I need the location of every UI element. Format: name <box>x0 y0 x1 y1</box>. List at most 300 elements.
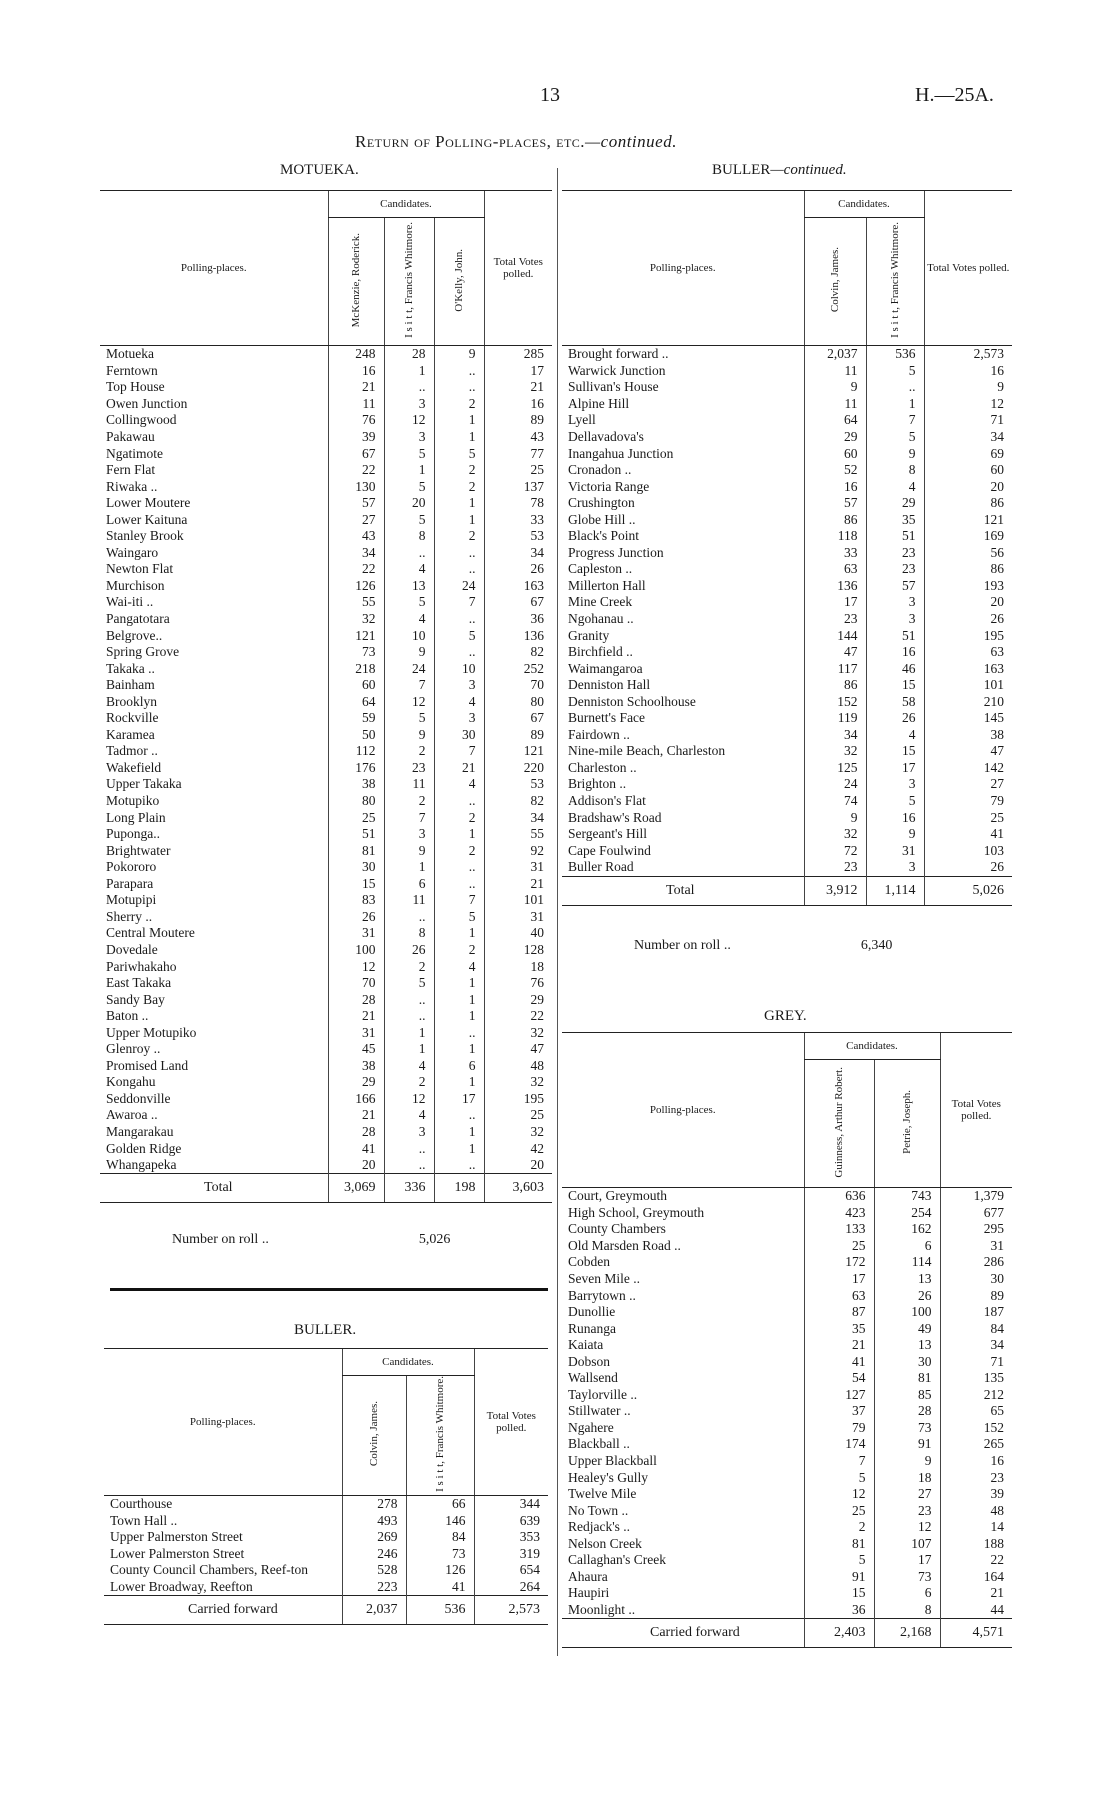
vote-cell: 265 <box>940 1436 1012 1453</box>
polling-place-name: Golden Ridge <box>106 1140 182 1156</box>
vote-cell: 353 <box>474 1529 548 1546</box>
table-row <box>562 412 1012 429</box>
vote-cell: 21 <box>328 379 384 396</box>
vote-cell: .. <box>434 611 484 628</box>
polling-place-name: Inangahua Junction <box>568 445 674 461</box>
vote-cell: 17 <box>874 1552 940 1569</box>
vote-cell: 43 <box>484 429 552 446</box>
vote-cell: .. <box>434 363 484 380</box>
candidates-header: Candidates. <box>328 191 484 218</box>
vote-cell: 46 <box>866 660 924 677</box>
vote-cell: 5 <box>384 445 434 462</box>
vote-cell: 38 <box>328 776 384 793</box>
vote-cell: 41 <box>924 826 1012 843</box>
table-row <box>562 445 1012 462</box>
table-row <box>100 545 552 562</box>
vote-cell: 51 <box>328 826 384 843</box>
total-votes-header: Total Votes polled. <box>940 1033 1012 1188</box>
vote-cell: 17 <box>804 1271 874 1288</box>
vote-cell: .. <box>434 876 484 893</box>
total-cell: 5,026 <box>924 876 1012 905</box>
table-row <box>100 1124 552 1141</box>
vote-cell: 22 <box>328 462 384 479</box>
vote-cell: 125 <box>804 760 866 777</box>
table-row <box>100 958 552 975</box>
vote-cell: 87 <box>804 1304 874 1321</box>
vote-cell: 20 <box>384 495 434 512</box>
table-row <box>562 545 1012 562</box>
vote-cell: 152 <box>804 693 866 710</box>
table-row <box>562 429 1012 446</box>
polling-place-name: Fairdown .. <box>568 726 630 742</box>
vote-cell: 63 <box>804 1287 874 1304</box>
vote-cell: 130 <box>328 478 384 495</box>
polling-place-name: Birchfield .. <box>568 644 633 660</box>
vote-cell: 136 <box>804 578 866 595</box>
polling-place-name: Sherry .. <box>106 908 153 924</box>
vote-cell: 23 <box>384 760 434 777</box>
vote-cell: 254 <box>874 1205 940 1222</box>
total-votes-header: Total Votes polled. <box>924 191 1012 346</box>
polling-place-name: Progress Junction <box>568 544 664 560</box>
table-row <box>562 727 1012 744</box>
candidate-header: Colvin, James. <box>368 1401 380 1467</box>
vote-cell: 252 <box>484 660 552 677</box>
vote-cell: .. <box>434 1157 484 1174</box>
polling-place-name: Waingaro <box>106 544 159 560</box>
polling-place-name: Moonlight .. <box>568 1601 636 1617</box>
vote-cell: 9 <box>874 1453 940 1470</box>
vote-cell: 20 <box>484 1157 552 1174</box>
roll-label: Number on roll .. <box>634 938 731 953</box>
polling-place-name: Dellavadova's <box>568 429 644 444</box>
candidate-header: Colvin, James. <box>829 247 841 313</box>
table-row <box>562 1403 1012 1420</box>
vote-cell: 9 <box>384 842 434 859</box>
vote-cell: 40 <box>484 925 552 942</box>
buller-continued-table <box>562 190 1012 906</box>
vote-cell: 55 <box>328 594 384 611</box>
polling-place-name: Wai-iti .. <box>106 594 154 610</box>
table-row <box>100 1058 552 1075</box>
vote-cell: 195 <box>924 627 1012 644</box>
table-row <box>100 793 552 810</box>
vote-cell: 73 <box>874 1569 940 1586</box>
vote-cell: 23 <box>940 1469 1012 1486</box>
vote-cell: 38 <box>924 727 1012 744</box>
vote-cell: 269 <box>342 1529 406 1546</box>
vote-cell: 152 <box>940 1420 1012 1437</box>
vote-cell: 2 <box>384 1074 434 1091</box>
vote-cell: 23 <box>804 859 866 876</box>
vote-cell: 22 <box>940 1552 1012 1569</box>
vote-cell: 3 <box>866 859 924 876</box>
vote-cell: 246 <box>342 1546 406 1563</box>
polling-place-name: Awaroa .. <box>106 1107 158 1123</box>
polling-place-name: Motueka <box>106 346 154 362</box>
polling-place-name: Dovedale <box>106 941 158 957</box>
vote-cell: 34 <box>328 545 384 562</box>
total-votes-header: Total Votes polled. <box>474 1349 548 1496</box>
vote-cell: 20 <box>924 478 1012 495</box>
vote-cell: 1 <box>384 1024 434 1041</box>
vote-cell: 5 <box>384 710 434 727</box>
table-row <box>100 876 552 893</box>
vote-cell: 1 <box>434 1124 484 1141</box>
table-row <box>562 528 1012 545</box>
vote-cell: 6 <box>384 876 434 893</box>
vote-cell: 4 <box>866 727 924 744</box>
vote-cell: 223 <box>342 1579 406 1596</box>
vote-cell: 636 <box>804 1188 874 1205</box>
vote-cell: 67 <box>484 710 552 727</box>
vote-cell: 4 <box>384 1058 434 1075</box>
table-row <box>562 1519 1012 1536</box>
vote-cell: 172 <box>804 1254 874 1271</box>
vote-cell: 2 <box>434 396 484 413</box>
table-row <box>100 760 552 777</box>
polling-place-name: Baton .. <box>106 1008 149 1024</box>
table-row <box>562 379 1012 396</box>
table-row <box>100 578 552 595</box>
vote-cell: 1 <box>434 975 484 992</box>
table-row <box>100 511 552 528</box>
table-row <box>100 991 552 1008</box>
vote-cell: 13 <box>874 1337 940 1354</box>
vote-cell: 30 <box>434 727 484 744</box>
polling-place-name: Redjack's .. <box>568 1519 631 1535</box>
table-row <box>100 1008 552 1025</box>
table-row <box>562 743 1012 760</box>
vote-cell: 25 <box>804 1502 874 1519</box>
vote-cell: 2 <box>434 528 484 545</box>
vote-cell: 11 <box>804 396 866 413</box>
vote-cell: 64 <box>804 412 866 429</box>
table-row <box>100 826 552 843</box>
polling-place-name: Waimangaroa <box>568 660 643 676</box>
vote-cell: 26 <box>384 942 434 959</box>
vote-cell: 83 <box>328 892 384 909</box>
vote-cell: .. <box>384 909 434 926</box>
polling-place-name: Rockville <box>106 710 159 726</box>
vote-cell: 1 <box>384 462 434 479</box>
table-row <box>100 363 552 380</box>
vote-cell: 23 <box>866 545 924 562</box>
table-row <box>100 776 552 793</box>
table-row <box>104 1529 548 1546</box>
vote-cell: 5 <box>384 594 434 611</box>
polling-place-name: Karamea <box>106 726 155 742</box>
vote-cell: 27 <box>874 1486 940 1503</box>
vote-cell: 536 <box>866 346 924 363</box>
table-row <box>104 1562 548 1579</box>
table-row <box>562 578 1012 595</box>
vote-cell: 107 <box>874 1535 940 1552</box>
vote-cell: 58 <box>866 693 924 710</box>
table-row <box>562 1535 1012 1552</box>
vote-cell: 26 <box>328 909 384 926</box>
polling-place-name: Runanga <box>568 1320 616 1336</box>
vote-cell: 1 <box>384 859 434 876</box>
polling-place-name: Charleston .. <box>568 759 637 775</box>
vote-cell: 6 <box>874 1238 940 1255</box>
page-number: 13 <box>540 84 560 106</box>
vote-cell: .. <box>434 561 484 578</box>
vote-cell: 28 <box>384 346 434 363</box>
roll-value: 5,026 <box>418 1232 451 1247</box>
vote-cell: 25 <box>484 1107 552 1124</box>
vote-cell: 76 <box>328 412 384 429</box>
vote-cell: 12 <box>384 693 434 710</box>
candidate-header: McKenzie, Roderick. <box>350 232 362 328</box>
vote-cell: 26 <box>924 611 1012 628</box>
vote-cell: 4 <box>434 693 484 710</box>
polling-place-name: Murchison <box>106 577 165 593</box>
vote-cell: 32 <box>328 611 384 628</box>
vote-cell: 25 <box>484 462 552 479</box>
table-row <box>562 1320 1012 1337</box>
vote-cell: 3 <box>384 396 434 413</box>
polling-place-name: County Council Chambers, Reef-ton <box>110 1562 308 1578</box>
vote-cell: 32 <box>804 743 866 760</box>
polling-place-name: East Takaka <box>106 975 172 991</box>
vote-cell: 81 <box>804 1535 874 1552</box>
vote-cell: 41 <box>406 1579 474 1596</box>
vote-cell: 33 <box>804 545 866 562</box>
vote-cell: 1 <box>434 1074 484 1091</box>
table-row <box>562 1205 1012 1222</box>
section-rule <box>110 1288 548 1291</box>
polling-place-name: Healey's Gully <box>568 1469 649 1485</box>
vote-cell: 35 <box>866 511 924 528</box>
table-row <box>104 1579 548 1596</box>
vote-cell: 9 <box>434 346 484 363</box>
vote-cell: 4 <box>384 561 434 578</box>
polling-place-name: Long Plain <box>106 809 166 825</box>
table-row <box>562 693 1012 710</box>
vote-cell: 12 <box>384 1091 434 1108</box>
vote-cell: 29 <box>328 1074 384 1091</box>
vote-cell: 44 <box>940 1602 1012 1619</box>
vote-cell: 142 <box>924 760 1012 777</box>
vote-cell: 85 <box>874 1387 940 1404</box>
vote-cell: 38 <box>328 1058 384 1075</box>
vote-cell: 74 <box>804 793 866 810</box>
vote-cell: 162 <box>874 1221 940 1238</box>
table-row <box>562 346 1012 363</box>
vote-cell: 39 <box>940 1486 1012 1503</box>
vote-cell: 9 <box>804 379 866 396</box>
table-row <box>562 1502 1012 1519</box>
vote-cell: 12 <box>804 1486 874 1503</box>
vote-cell: 3 <box>434 677 484 694</box>
polling-place-name: Motupipi <box>106 892 157 908</box>
vote-cell: 52 <box>804 462 866 479</box>
roll-value: 6,340 <box>860 938 893 953</box>
vote-cell: 55 <box>484 826 552 843</box>
table-row <box>562 478 1012 495</box>
vote-cell: 3 <box>866 776 924 793</box>
vote-cell: 4 <box>866 478 924 495</box>
vote-cell: 286 <box>940 1254 1012 1271</box>
polling-place-name: Upper Palmerston Street <box>110 1529 243 1545</box>
polling-place-name: Ngohanau .. <box>568 611 634 627</box>
vote-cell: 2 <box>434 462 484 479</box>
vote-cell: 57 <box>866 578 924 595</box>
vote-cell: 127 <box>804 1387 874 1404</box>
vote-cell: 10 <box>434 660 484 677</box>
polling-place-name: Victoria Range <box>568 478 650 494</box>
vote-cell: 47 <box>924 743 1012 760</box>
vote-cell: 5 <box>866 793 924 810</box>
vote-cell: 654 <box>474 1562 548 1579</box>
polling-place-name: Kongahu <box>106 1074 156 1090</box>
polling-place-name: Brighton .. <box>568 776 627 792</box>
vote-cell: 20 <box>328 1157 384 1174</box>
vote-cell: 31 <box>866 842 924 859</box>
vote-cell: 119 <box>804 710 866 727</box>
vote-cell: 50 <box>328 727 384 744</box>
roll-label: Number on roll .. <box>172 1232 269 1247</box>
column-divider <box>557 168 558 1656</box>
table-row <box>100 528 552 545</box>
vote-cell: 528 <box>342 1562 406 1579</box>
candidate-header: I s i t t, Francis Whitmore. <box>889 222 901 338</box>
total-cell: 336 <box>384 1174 434 1203</box>
polling-place-name: Dobson <box>568 1353 611 1369</box>
polling-place-name: Promised Land <box>106 1057 189 1073</box>
vote-cell: 57 <box>328 495 384 512</box>
vote-cell: 1 <box>434 1008 484 1025</box>
polling-place-name: Spring Grove <box>106 644 180 660</box>
vote-cell: 29 <box>866 495 924 512</box>
vote-cell: 1 <box>434 412 484 429</box>
polling-place-name: Owen Junction <box>106 395 188 411</box>
polling-place-name: Brightwater <box>106 842 171 858</box>
table-row <box>562 842 1012 859</box>
polling-place-name: Mangarakau <box>106 1123 174 1139</box>
table-row <box>100 478 552 495</box>
motueka-title: MOTUEKA. <box>280 162 359 178</box>
vote-cell: 146 <box>406 1513 474 1530</box>
vote-cell: 67 <box>328 445 384 462</box>
table-row <box>100 1041 552 1058</box>
vote-cell: 79 <box>924 793 1012 810</box>
polling-place-name: Tadmor .. <box>106 743 158 759</box>
vote-cell: 16 <box>940 1453 1012 1470</box>
vote-cell: 80 <box>484 693 552 710</box>
vote-cell: 3 <box>384 826 434 843</box>
vote-cell: 49 <box>874 1320 940 1337</box>
vote-cell: 1 <box>434 511 484 528</box>
vote-cell: 126 <box>328 578 384 595</box>
polling-place-name: Wallsend <box>568 1370 618 1386</box>
polling-place-name: Motupiko <box>106 793 160 809</box>
vote-cell: 163 <box>924 660 1012 677</box>
vote-cell: 24 <box>384 660 434 677</box>
vote-cell: 15 <box>804 1585 874 1602</box>
table-row <box>100 892 552 909</box>
vote-cell: 36 <box>484 611 552 628</box>
table-row <box>104 1546 548 1563</box>
polling-place-name: Brooklyn <box>106 693 158 709</box>
polling-place-name: Whangapeka <box>106 1157 177 1173</box>
vote-cell: 69 <box>924 445 1012 462</box>
polling-place-name: No Town .. <box>568 1502 629 1518</box>
table-row <box>100 379 552 396</box>
vote-cell: 7 <box>434 743 484 760</box>
vote-cell: 71 <box>940 1353 1012 1370</box>
vote-cell: 78 <box>484 495 552 512</box>
vote-cell: 1 <box>434 495 484 512</box>
vote-cell: 9 <box>804 809 866 826</box>
candidate-header: Petrie, Joseph. <box>901 1090 913 1154</box>
vote-cell: 41 <box>804 1353 874 1370</box>
polling-place-name: Bainham <box>106 677 155 693</box>
polling-place-name: High School, Greymouth <box>568 1204 705 1220</box>
polling-place-name: Lyell <box>568 412 596 428</box>
table-row <box>100 1024 552 1041</box>
table-row <box>562 1585 1012 1602</box>
vote-cell: 20 <box>924 594 1012 611</box>
vote-cell: 82 <box>484 793 552 810</box>
polling-place-name: Callaghan's Creek <box>568 1552 667 1568</box>
polling-places-header: Polling-places. <box>104 1349 342 1496</box>
vote-cell: 5 <box>804 1552 874 1569</box>
vote-cell: 76 <box>484 975 552 992</box>
vote-cell: 30 <box>874 1353 940 1370</box>
polling-place-name: Collingwood <box>106 412 177 428</box>
vote-cell: 86 <box>804 511 866 528</box>
vote-cell: 21 <box>940 1585 1012 1602</box>
vote-cell: 35 <box>804 1320 874 1337</box>
polling-places-header: Polling-places. <box>562 1033 804 1188</box>
table-row <box>562 1370 1012 1387</box>
vote-cell: 117 <box>804 660 866 677</box>
table-row <box>100 660 552 677</box>
vote-cell: 5 <box>434 627 484 644</box>
vote-cell: 4 <box>434 958 484 975</box>
table-row <box>100 412 552 429</box>
vote-cell: 26 <box>866 710 924 727</box>
table-row <box>562 677 1012 694</box>
vote-cell: 677 <box>940 1205 1012 1222</box>
vote-cell: 163 <box>484 578 552 595</box>
vote-cell: 28 <box>328 1124 384 1141</box>
vote-cell: .. <box>434 379 484 396</box>
vote-cell: 71 <box>924 412 1012 429</box>
vote-cell: 9 <box>866 826 924 843</box>
polling-place-name: Stanley Brook <box>106 528 184 544</box>
polling-place-name: Takaka .. <box>106 660 155 676</box>
vote-cell: 34 <box>940 1337 1012 1354</box>
vote-cell: 145 <box>924 710 1012 727</box>
vote-cell: 101 <box>484 892 552 909</box>
table-row <box>562 363 1012 380</box>
polling-place-name: Sergeant's Hill <box>568 826 648 842</box>
vote-cell: 264 <box>474 1579 548 1596</box>
vote-cell: 2,573 <box>924 346 1012 363</box>
vote-cell: .. <box>384 545 434 562</box>
vote-cell: 5 <box>804 1469 874 1486</box>
vote-cell: 12 <box>384 412 434 429</box>
polling-place-name: Blackball .. <box>568 1436 630 1452</box>
vote-cell: .. <box>434 545 484 562</box>
polling-place-name: Twelve Mile <box>568 1486 637 1502</box>
vote-cell: 220 <box>484 760 552 777</box>
vote-cell: 5 <box>384 975 434 992</box>
vote-cell: 295 <box>940 1221 1012 1238</box>
